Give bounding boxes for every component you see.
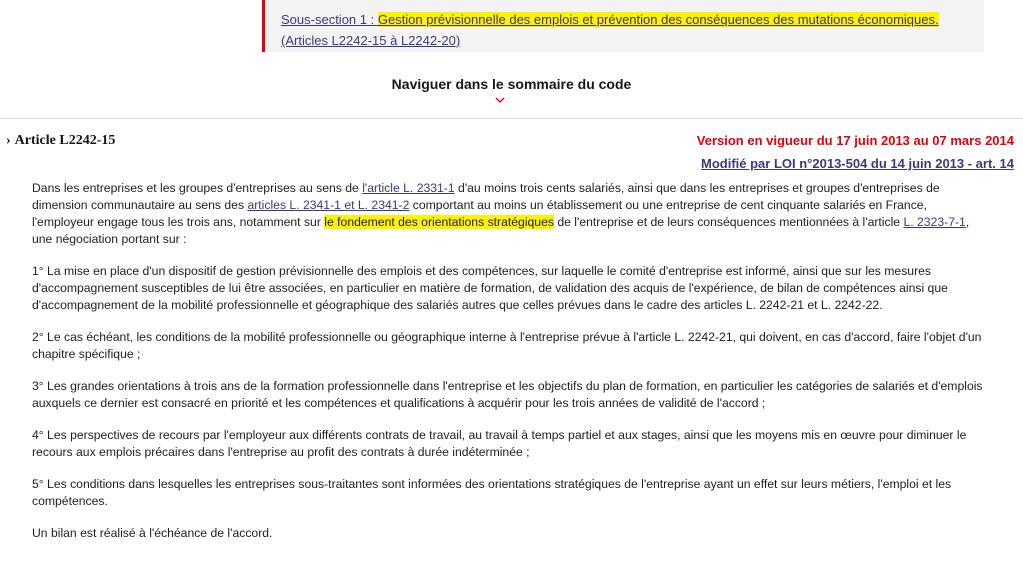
paragraph-text: comportant au moins un établissement ou une entreprise de cent cinquante salariés en France, l'employeur engage tous les trois ans, notamment sur [32, 198, 927, 229]
link-article-l2323-7-1[interactable]: L. 2323-7-1 [903, 215, 966, 229]
article-paragraph: 1° La mise en place d'un dispositif de gestion prévisionnelle des emplois et des compétences, sur laquelle le comité d'entreprise est informé, ainsi que sur les mesures d'accompagnement susceptibles de lui être associées, en particulier en matière de formation, de validation des acquis de l'expérience, de bilan de compétences ainsi que d'accompagnement de la mobilité professionnelle et géographique des salariés autres que celles prévues dans le cadre des articles L. 2242-21 et L. 2242-22. [32, 264, 948, 312]
article-paragraph: 2° Le cas échéant, les conditions de la mobilité professionnelle ou géographique interne à l'entreprise prévue à l'article L. 2242-21, qui doivent, en cas d'accord, faire l'objet d'un chapitre spécifique ; [32, 330, 982, 361]
highlighted-text: le fondement des orientations stratégiques [324, 215, 554, 229]
article-paragraph: 4° Les perspectives de recours par l'employeur aux différents contrats de travail, au travail à temps partiel et aux stages, ainsi que les moyens mis en œuvre pour diminuer le recours aux emplois précaires dans l'entreprise au profit des contrats à durée indéterminée ; [32, 428, 967, 459]
article-paragraph: 3° Les grandes orientations à trois ans de la formation professionnelle dans l'entreprise et les objectifs du plan de formation, en particulier les catégories de salariés et d'emplois auxquels ce dernier est consacré en priorité et les compétences et qualifications à acquérir pour les trois années de validité de l'accord ; [32, 379, 983, 410]
paragraph-text: de l'entreprise et de leurs conséquences mentionnées à l'article [553, 215, 904, 229]
paragraph-text: Dans les entreprises et les groupes d'entreprises au sens de [32, 181, 363, 195]
article-paragraph: Un bilan est réalisé à l'échéance de l'accord. [32, 526, 273, 540]
modified-by-link[interactable]: Modifié par LOI n°2013-504 du 14 juin 2013 - art. 14 [701, 156, 1014, 171]
chevron-down-icon[interactable] [495, 96, 505, 104]
link-articles-l2341[interactable]: articles L. 2341-1 et L. 2341-2 [247, 198, 410, 212]
version-label: Version en vigueur du 17 juin 2013 au 07 mars 2014 [696, 133, 1014, 148]
breadcrumb-title: Gestion prévisionnelle des emplois et prévention des conséquences des mutations économiques. [377, 12, 939, 27]
divider [0, 118, 1023, 119]
breadcrumb-subsection-link[interactable] [281, 12, 939, 27]
chevron-right-icon: › [6, 133, 11, 148]
article-paragraph [32, 180, 992, 248]
paragraph-text: d'au moins trois cents salariés, ainsi que dans les entreprises et groupes d'entreprises de dimension communautaire au sens des [32, 181, 940, 212]
paragraph-text: , une négociation portant sur : [32, 215, 970, 246]
breadcrumb [262, 0, 984, 52]
link-article-l2331-1[interactable]: l'article L. 2331-1 [362, 181, 455, 195]
nav-summary-label: Naviguer dans le sommaire du code [391, 76, 632, 92]
article-title-text: Article L2242-15 [14, 133, 116, 148]
article-paragraph: 5° Les conditions dans lesquelles les entreprises sous-traitantes sont informées des orientations stratégiques de l'entreprise ayant un effet sur leurs métiers, l'emploi et les compétences. [32, 477, 952, 508]
breadcrumb-prefix: Sous-section 1 : [281, 12, 378, 27]
article-title[interactable] [6, 133, 115, 149]
breadcrumb-articles-link[interactable]: (Articles L2242-15 à L2242-20) [281, 33, 461, 48]
nav-summary-toggle[interactable] [0, 76, 1023, 92]
article-body [32, 180, 992, 557]
